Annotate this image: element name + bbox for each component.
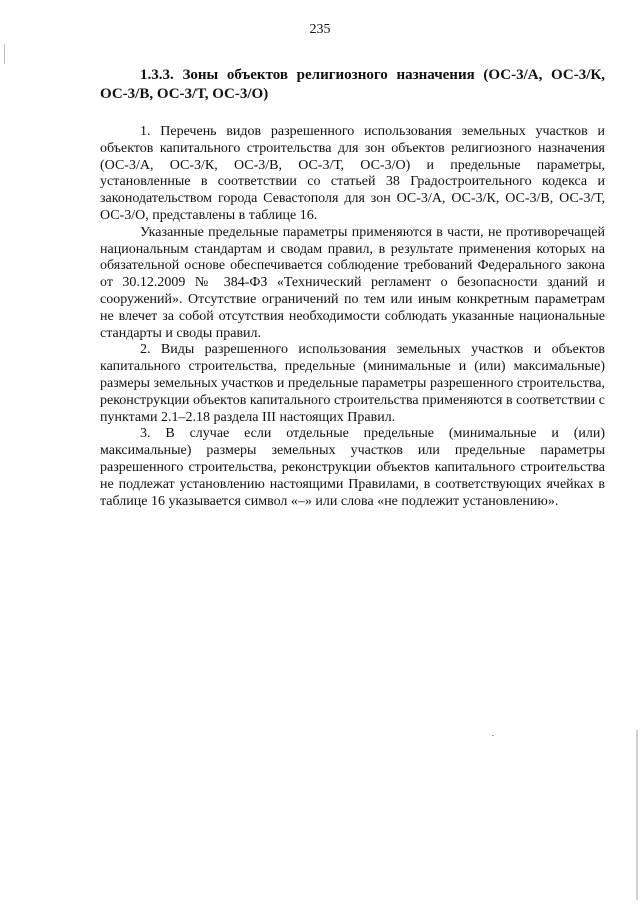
paragraph-1: 1. Перечень видов разрешенного использования земельных участков и объектов капитального строительства для зон объектов религиозного назначения (ОС-3/А, ОС-3/К, ОС-3/В, ОС-3/Т, ОС-3/О) и предельные параметры, установленные в соответствии со статьей 38 Градостроительного кодекса и законодательством города Севастополя для зон ОС-3/А, ОС-3/К, ОС-3/В, ОС-3/Т, ОС-3/О, представлены в таблице 16. [100,124,605,223]
paragraph-2: Указанные предельные параметры применяются в части, не противоречащей национальным стандартам и сводам правил, в результате применения которых на обязательной основе обеспечивается соблюдение требований Федерального закона от 30.12.2009 № 384-ФЗ «Технический регламент о безопасности зданий и сооружений». Отсутствие ограничений по тем или иным конкретным параметрам не влечет за собой отсутствия необходимости соблюдать указанные национальные стандарты и своды правил. [100,224,605,341]
scan-speck [492,735,494,736]
section-body [100,122,605,510]
section-heading: 1.3.3. Зоны объектов религиозного назначения (ОС-3/А, ОС-3/К, ОС-3/В, ОС-3/Т, ОС-3/О) [100,67,605,102]
scan-margin-mark [4,44,5,64]
paragraph-4: 3. В случае если отдельные предельные (минимальные и (или) максимальные) размеры земельных участков или предельные параметры разрешенного строительства, реконструкции объектов капитального строительства не подлежат установлению настоящими Правилами, в соответствующих ячейках в таблице 16 указывается символ «–» или слова «не подлежит установлению». [100,426,605,509]
scan-edge-shadow [636,730,638,900]
paragraph-3: 2. Виды разрешенного использования земельных участков и объектов капитального строительства, предельные (минимальные и (или) максимальные) размеры земельных участков и предельные параметры разрешенного строительства, реконструкции объектов капитального строительства применяются в соответствии с пунктами 2.1–2.18 раздела III настоящих Правил. [100,342,605,425]
page-number: 235 [309,22,331,37]
